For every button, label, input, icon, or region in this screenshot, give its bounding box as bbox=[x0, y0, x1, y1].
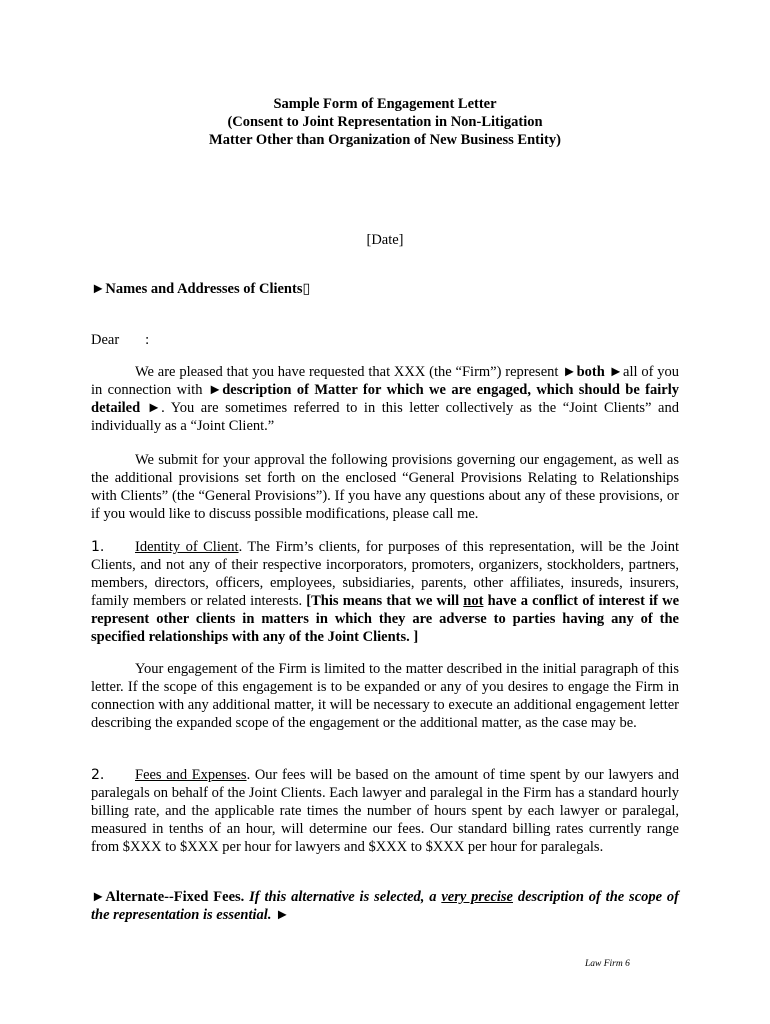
intro-text-2: all of you in connection with bbox=[91, 364, 679, 398]
section-number: 2. bbox=[91, 767, 105, 783]
intro-text-3: . You are sometimes referred to in this letter collectively as the “Joint Clients” and individually as a “Joint Client.” bbox=[91, 400, 679, 434]
section-heading: Fees and Expenses bbox=[135, 767, 247, 783]
arrow-marker: ► bbox=[562, 364, 577, 380]
title-line-2: (Consent to Joint Representation in Non-Litigation bbox=[227, 114, 543, 130]
alternate-label: Alternate--Fixed Fees. bbox=[105, 889, 245, 905]
page-footer: Law Firm 6 bbox=[585, 959, 630, 969]
section-identity-of-client bbox=[91, 538, 679, 646]
arrow-marker: ► bbox=[91, 889, 106, 905]
section-bold-underlined: not bbox=[463, 593, 484, 609]
intro-bold-both: both bbox=[576, 364, 609, 380]
approval-paragraph: We submit for your approval the following provisions governing our engagement, as well as the additional provisions set forth on the enclosed “General Provisions Relating to Relationships with Clients” (the “General Provisions”). If you have any questions about any of these provisions, or if you would like to discuss possible modifications, please call me. bbox=[91, 452, 679, 522]
title-line-1: Sample Form of Engagement Letter bbox=[273, 96, 497, 112]
intro-bold-matter: description of Matter for which we are engaged, which should be fairly detailed bbox=[91, 382, 679, 416]
alternate-italic-1: If this alternative is selected, a bbox=[249, 889, 442, 905]
document-title bbox=[0, 95, 770, 149]
intro-text-1: We are pleased that you have requested that XXX (the “Firm”) represent bbox=[135, 364, 563, 380]
arrow-marker: ► bbox=[91, 281, 106, 297]
addressee-label: Names and Addresses of Clients bbox=[105, 281, 303, 297]
arrow-marker: ► bbox=[146, 400, 162, 416]
alternate-fixed-fees bbox=[91, 888, 679, 924]
arrow-marker: ► bbox=[275, 907, 290, 923]
arrow-marker: ► bbox=[608, 364, 624, 380]
scope-paragraph: Your engagement of the Firm is limited to the matter described in the initial paragraph of this letter. If the scope of this engagement is to be expanded or any of you desires to engage the Firm in connection with any additional matter, it will be necessary to execute an additional engagement letter describing the expanded scope of the engagement or the additional matter, as the case may be. bbox=[91, 661, 679, 731]
intro-paragraph bbox=[91, 363, 679, 435]
alternate-italic-underlined: very precise bbox=[441, 889, 513, 905]
section-text: . Our fees will be based on the amount of time spent by our lawyers and paralegals on behalf of the Joint Clients. Each lawyer and paralegal in the Firm has a standard hourly billing rate, and the applicable rate times the number of hours spent by each lawyer or paralegal, measured in tenths of an hour, will determine our fees. Our standard billing rates currently range from $XXX to $XXX per hour for lawyers and $XXX to $XXX per hour for paralegals. bbox=[91, 767, 679, 855]
section-number: 1. bbox=[91, 539, 105, 555]
section-bold-text-1: [This means that we will bbox=[306, 593, 464, 609]
alternate-italic-2: description of the scope of the representation is essential. bbox=[91, 889, 679, 923]
salutation bbox=[91, 331, 149, 349]
title-line-3: Matter Other than Organization of New Business Entity) bbox=[209, 132, 561, 148]
salutation-colon: : bbox=[145, 332, 150, 348]
placeholder-glyph: ▯ bbox=[302, 281, 311, 297]
section-text: . The Firm’s clients, for purposes of this representation, will be the Joint Clients, and not any of their respective incorporators, promoters, organizers, stockholders, partners, members, directors, officers, employees, subsidiaries, parents, other affiliates, insureds, insurers, family members or related interests. bbox=[91, 539, 680, 609]
section-bold-text-2: have a conflict of interest if we represent other clients in matters in which they are adverse to parties having any of the specified relationships with any of the Joint Clients. ] bbox=[91, 593, 679, 645]
section-fees-and-expenses bbox=[91, 766, 679, 856]
salutation-word: Dear bbox=[91, 332, 120, 348]
date-placeholder: [Date] bbox=[366, 232, 404, 248]
section-heading: Identity of Client bbox=[135, 539, 239, 555]
addressee-line bbox=[91, 280, 310, 298]
arrow-marker: ► bbox=[207, 382, 223, 398]
